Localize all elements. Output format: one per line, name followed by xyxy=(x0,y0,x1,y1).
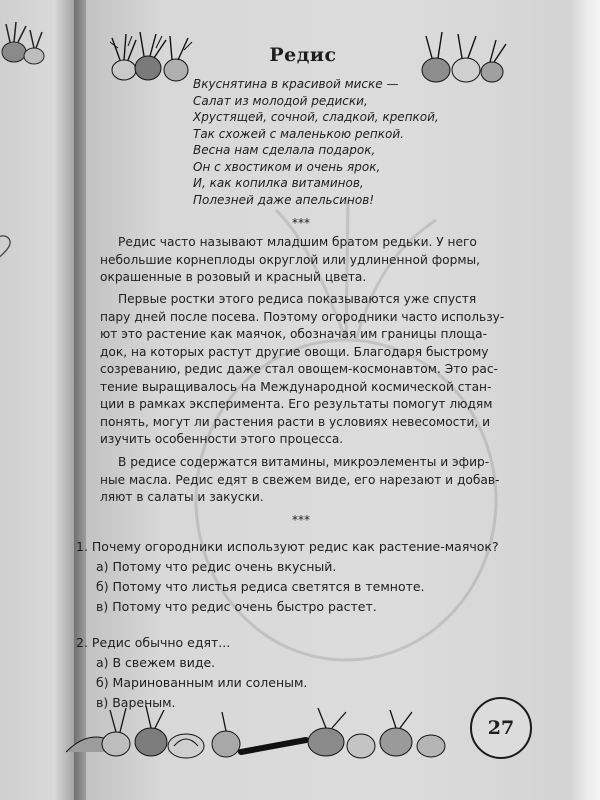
page-number: 27 xyxy=(470,697,532,759)
question-text: 1. Почему огородники используют редис как растение-маячок? xyxy=(76,539,499,554)
section-separator: *** xyxy=(292,216,310,230)
answer-option: в) Вареным. xyxy=(96,695,176,710)
text-line: понять, могут ли растения расти в условиях невесомости, и xyxy=(100,414,491,429)
vegetable-border-icon xyxy=(56,702,466,762)
answer-option: б) Потому что листья редиса светятся в темноте. xyxy=(96,579,425,594)
answer-option: а) В свежем виде. xyxy=(96,655,216,670)
poem-line: Он с хвостиком и очень ярок, xyxy=(193,159,381,174)
page-title: Редис xyxy=(269,44,337,66)
text-line: созреванию, редис даже стал овощем-космонавтом. Это рас- xyxy=(100,362,498,376)
poem xyxy=(193,76,439,208)
poem-line: Весна нам сделала подарок, xyxy=(193,143,376,157)
poem-line: Так схожей с маленькою репкой. xyxy=(193,126,404,141)
left-page-edge xyxy=(0,0,78,800)
text-line: пару дней после посева. Поэтому огородники часто использу- xyxy=(100,309,505,324)
paragraph-intro xyxy=(100,234,526,287)
paragraph-growth xyxy=(100,291,526,449)
text-line: тение выращивалось на Международной космической стан- xyxy=(100,379,492,394)
text-line: В редисе содержатся витамины, микроэлементы и эфир- xyxy=(118,455,490,469)
text-line: Редис часто называют младшим братом редьки. У него xyxy=(118,235,477,249)
text-line: Первые ростки этого редиса показываются уже спустя xyxy=(118,292,477,306)
page-edge-highlight xyxy=(570,0,600,800)
poem-line: Полезней даже апельсинов! xyxy=(193,192,375,207)
vegetables-icon xyxy=(0,14,60,74)
text-line: небольшие корнеплоды округлой или удлиненной формы, xyxy=(100,252,481,267)
text-line: ные масла. Редис едят в свежем виде, его нарезают и добав- xyxy=(100,472,500,487)
poem-line: И, как копилка витаминов, xyxy=(193,176,364,190)
questions-section xyxy=(76,537,536,713)
heart-shape-icon xyxy=(0,228,24,268)
answer-option: б) Маринованным или соленым. xyxy=(96,675,308,690)
text-line: ляют в салаты и закуски. xyxy=(100,490,264,504)
poem-line: Салат из молодой редиски, xyxy=(193,93,368,108)
text-line: ют это растение как маячок, обозначая им границы площа- xyxy=(100,327,488,341)
text-line: окрашенные в розовый и красный цвета. xyxy=(100,270,367,284)
text-line: ции в рамках эксперимента. Его результаты помогут людям xyxy=(100,397,493,411)
question-text: 2. Редис обычно едят... xyxy=(76,635,231,650)
text-line: док, на которых растут другие овощи. Благодаря быстрому xyxy=(100,344,489,359)
text-line: изучить особенности этого процесса. xyxy=(100,432,344,446)
section-separator: *** xyxy=(292,513,310,527)
poem-line: Хрустящей, сочной, сладкой, крепкой, xyxy=(193,110,439,124)
book-page xyxy=(76,0,600,800)
answer-option: в) Потому что редис очень быстро растет. xyxy=(96,599,377,614)
paragraph-nutrition xyxy=(100,454,526,507)
answer-option: а) Потому что редис очень вкусный. xyxy=(96,559,337,574)
question-1 xyxy=(76,537,536,617)
poem-line: Вкуснятина в красивой миске — xyxy=(193,77,399,91)
question-2 xyxy=(76,633,536,713)
